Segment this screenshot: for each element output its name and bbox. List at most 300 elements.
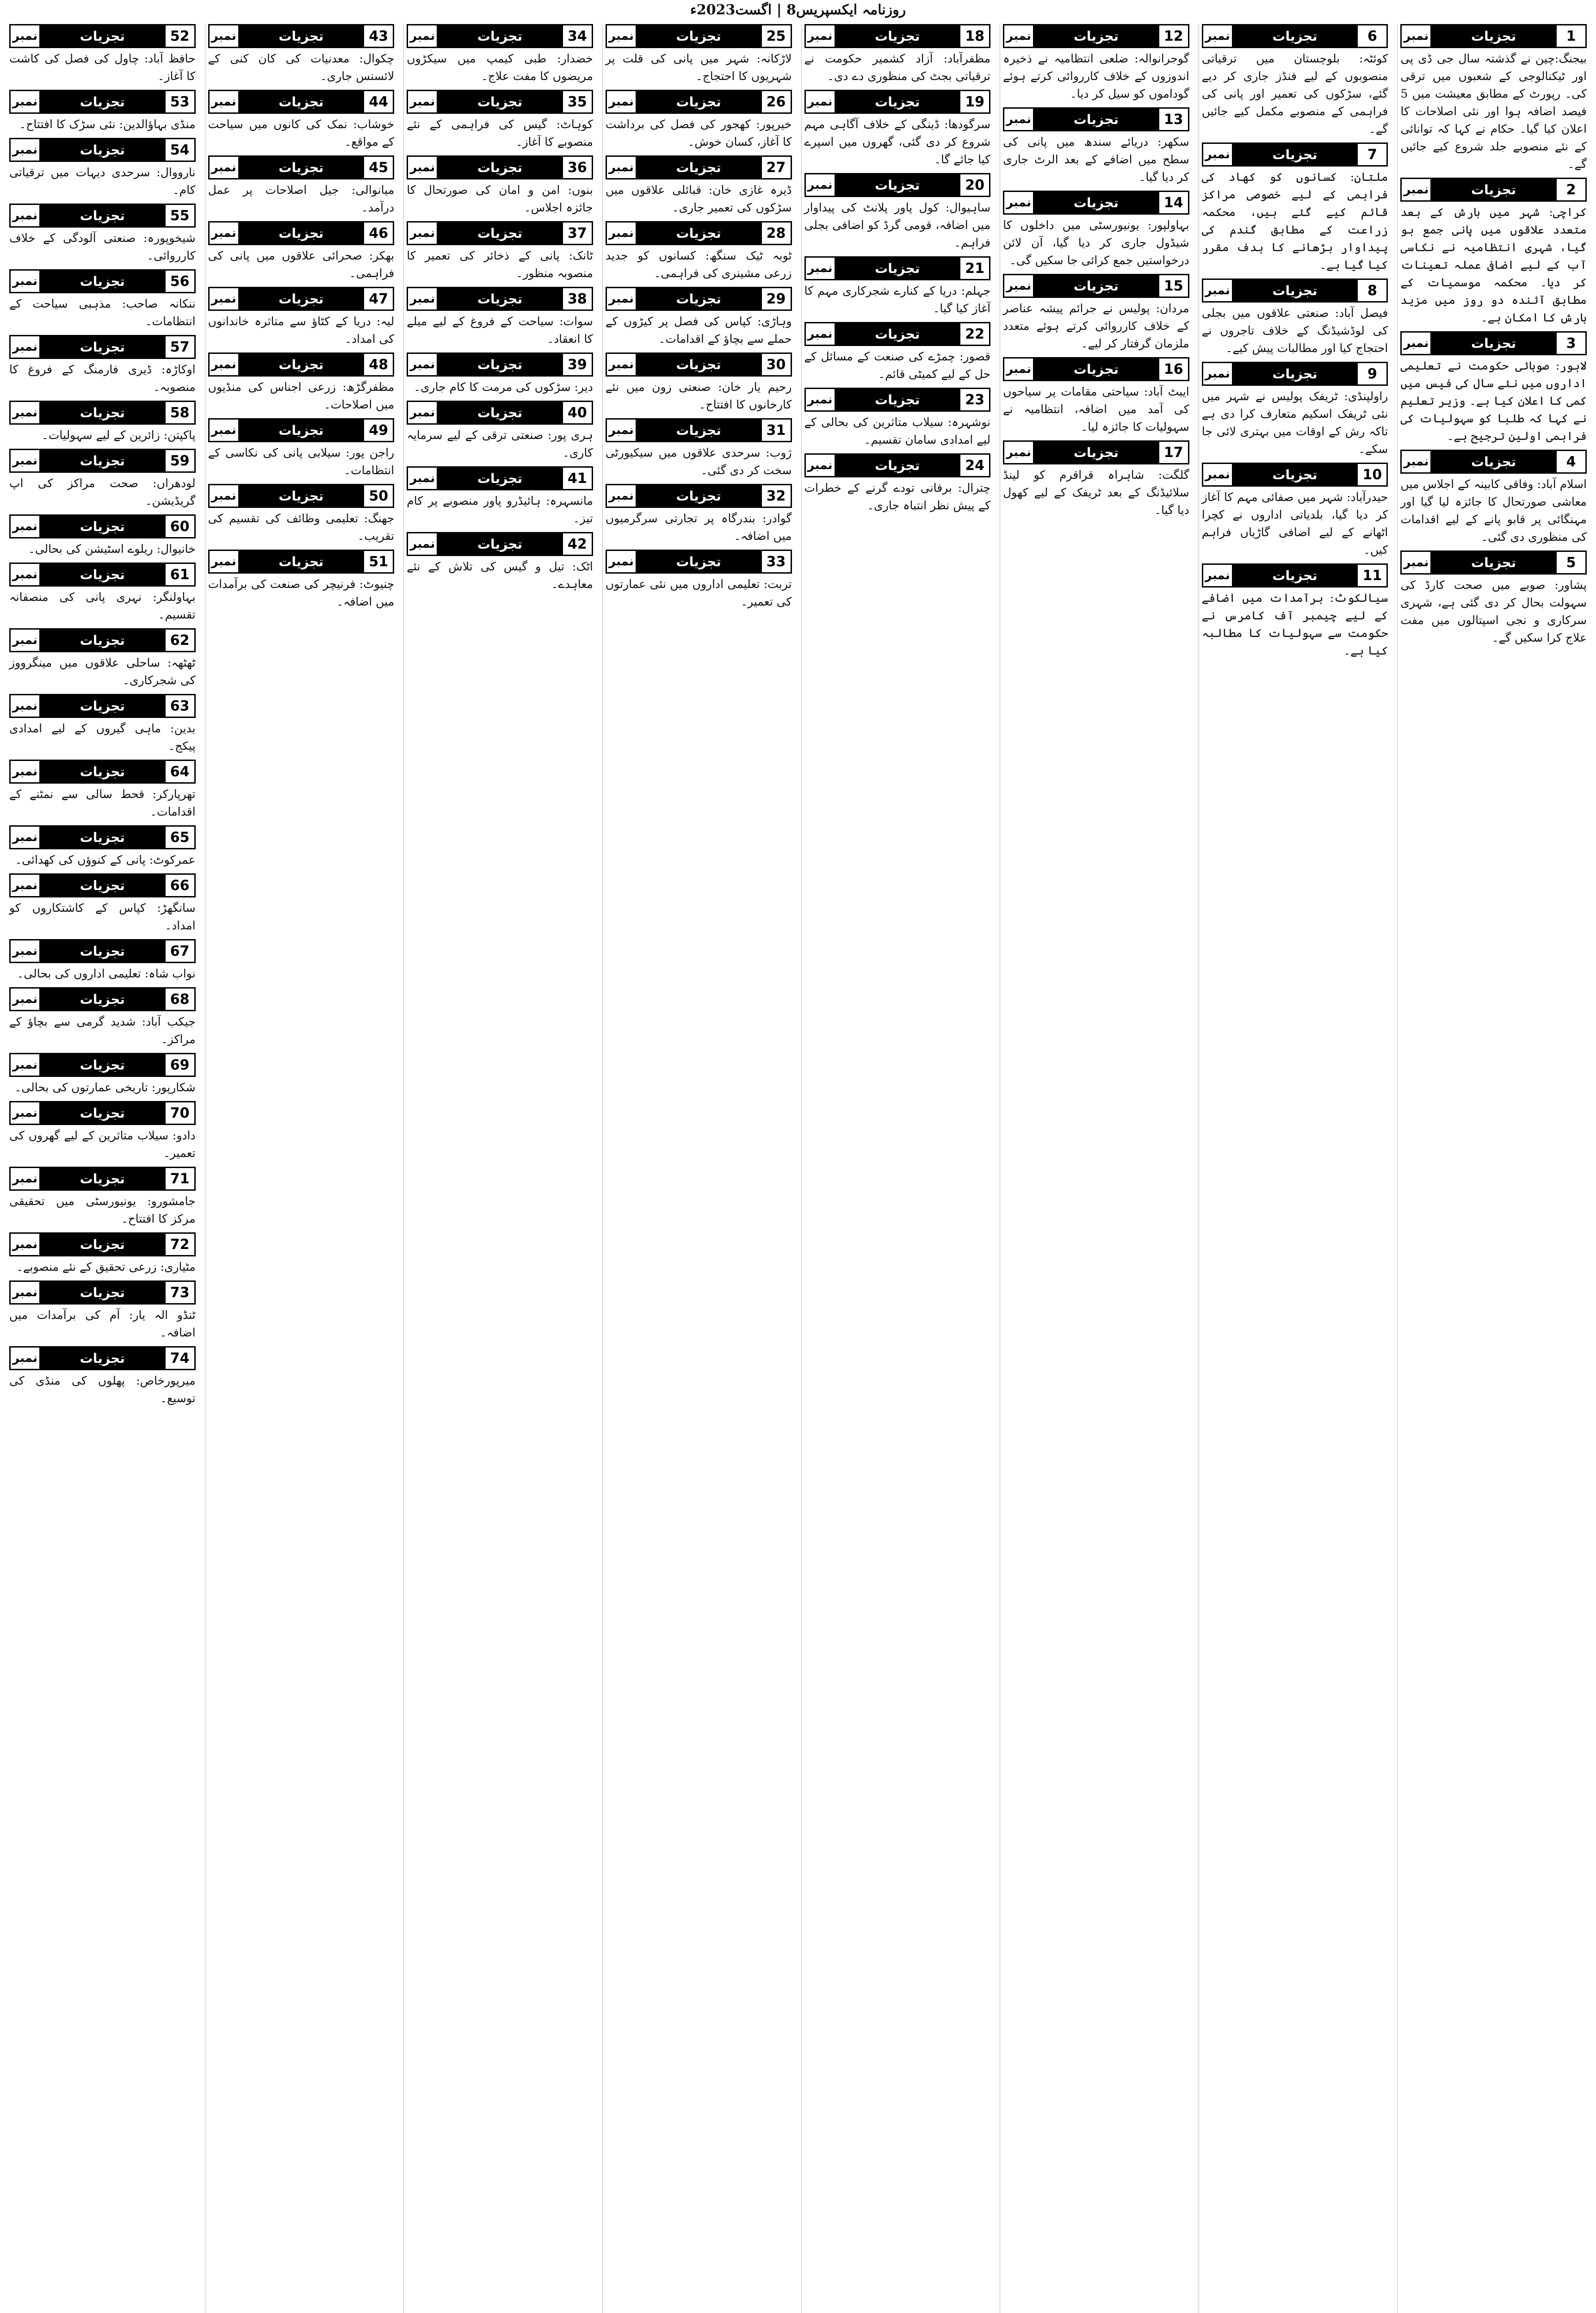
item-header-band [208,353,395,377]
item-label: تجزیات [240,354,363,375]
item-number: 74 [164,1348,194,1369]
item-header-band [9,939,196,963]
item-header-band [606,287,792,311]
item-tail: نمبر [210,223,240,244]
item-tail: نمبر [1004,109,1034,130]
news-item [1003,24,1189,103]
item-label: تجزیات [1034,442,1158,463]
item-tail: نمبر [806,91,836,112]
item-text: گوادر: بندرگاہ پر تجارتی سرگرمیوں میں اضافہ۔ [605,512,792,543]
item-tail: نمبر [1203,25,1233,47]
news-item [9,1232,196,1276]
item-tail: نمبر [11,1282,41,1303]
item-label: تجزیات [41,25,164,47]
item-text: ملتان: کسانوں کو کھاد کی فراہمی کے لیے خصوصی مراکز قائم کیے گئے ہیں، محکمہ زراعت کے مطابق گندم کی پیداوار بڑھانے کا ہدف مقرر کیا گیا ہے۔ [1201,170,1388,272]
item-header-band [208,287,395,311]
item-label: تجزیات [1432,179,1555,200]
news-item [9,873,196,934]
item-number: 69 [164,1054,194,1076]
news-item [9,825,196,869]
item-number: 24 [959,455,989,476]
item-number: 39 [562,354,592,375]
item-label: تجزیات [836,455,959,476]
item-tail: نمبر [11,1102,41,1124]
item-header-band [9,24,196,48]
item-label: تجزیات [637,91,761,112]
item-header-band [9,825,196,849]
item-tail: نمبر [1004,192,1034,213]
item-tail: نمبر [806,258,836,279]
column-6 [403,24,596,2313]
item-tail: نمبر [11,336,41,358]
item-header-band [1202,278,1388,303]
news-item [1003,440,1189,519]
item-text: شکارپور: تاریخی عمارتوں کی بحالی۔ [14,1081,196,1094]
item-text: مٹیاری: زرعی تحقیق کے نئے منصوبے۔ [16,1260,196,1274]
item-number: 53 [164,91,194,112]
item-tail: نمبر [408,288,438,309]
item-tail: نمبر [210,354,240,375]
item-header-band [9,138,196,162]
column-3 [1000,24,1192,2313]
item-number: 25 [761,25,791,47]
item-header-band [1400,24,1587,48]
news-item [407,221,593,282]
item-tail: نمبر [11,827,41,848]
item-tail: نمبر [607,223,637,244]
item-header-band [9,90,196,114]
item-tail: نمبر [408,468,438,489]
item-number: 70 [164,1102,194,1124]
item-number: 48 [363,354,393,375]
item-text: وہاڑی: کپاس کی فصل پر کیڑوں کے حملے سے بچاؤ کے اقدامات۔ [605,315,792,346]
item-header-band [606,353,792,377]
news-item [1003,107,1189,186]
item-tail: نمبر [1203,565,1233,586]
item-number: 1 [1555,25,1585,47]
news-item [1400,178,1587,327]
item-label: تجزیات [1233,363,1357,384]
item-text: ایبٹ آباد: سیاحتی مقامات پر سیاحوں کی آمد میں اضافہ، انتظامیہ نے سہولیات کا جائزہ لیا۔ [1003,385,1189,433]
item-number: 44 [363,91,393,112]
item-text: سوات: سیاحت کے فروغ کے لیے میلے کا انعقاد۔ [407,315,593,346]
item-text: اٹک: تیل و گیس کی تلاش کے نئے معاہدے۔ [407,560,593,591]
item-number: 27 [761,157,791,178]
item-label: تجزیات [41,564,164,585]
item-tail: نمبر [1004,275,1034,297]
item-tail: نمبر [11,695,41,717]
news-item [9,449,196,510]
item-text: پشاور: صوبے میں صحت کارڈ کی سہولت بحال کر دی گئی ہے، شہری سرکاری و نجی اسپتالوں میں مفت علاج کرا سکیں گے۔ [1400,578,1587,644]
item-header-band [606,90,792,114]
item-text: شیخوپورہ: صنعتی آلودگی کے خلاف کارروائی۔ [9,231,196,262]
item-text: تربت: تعلیمی اداروں میں نئی عمارتوں کی تعمیر۔ [605,577,792,608]
news-item [9,138,196,199]
item-tail: نمبر [11,205,41,226]
item-header-band [606,418,792,442]
item-label: تجزیات [41,1102,164,1124]
item-text: مانسہرہ: ہائیڈرو پاور منصوبے پر کام تیز۔ [407,494,593,525]
item-label: تجزیات [836,25,959,47]
item-header-band [9,1167,196,1191]
news-item [208,484,395,545]
news-item [1400,331,1587,445]
item-label: تجزیات [240,420,363,441]
item-tail: نمبر [11,1054,41,1076]
item-text: جہلم: دریا کے کنارے شجرکاری مہم کا آغاز کیا گیا۔ [804,284,991,315]
item-header-band [1400,331,1587,355]
item-number: 26 [761,91,791,112]
item-label: تجزیات [1034,25,1158,47]
item-label: تجزیات [1034,359,1158,380]
item-number: 67 [164,940,194,962]
news-item [9,269,196,330]
item-text: بدین: ماہی گیروں کے لیے امدادی پیکج۔ [9,722,196,753]
item-number: 20 [959,174,989,196]
item-label: تجزیات [438,91,562,112]
item-text: اوکاڑہ: ڈیری فارمنگ کے فروغ کا منصوبہ۔ [9,363,196,394]
item-tail: نمبر [11,1234,41,1255]
item-number: 18 [959,25,989,47]
item-label: تجزیات [1233,144,1357,165]
item-tail: نمبر [1402,333,1432,354]
item-header-band [9,335,196,359]
item-header-band [9,1346,196,1370]
news-item [1202,563,1388,660]
item-text: خضدار: طبی کیمپ میں سیکڑوں مریضوں کا مفت علاج۔ [407,52,593,83]
news-item [804,173,991,252]
item-text: لودھراں: صحت مراکز کی اپ گریڈیشن۔ [9,476,196,507]
news-item [804,453,991,514]
item-number: 19 [959,91,989,112]
item-label: تجزیات [438,468,562,489]
item-tail: نمبر [607,288,637,309]
item-text: ساہیوال: کول پاور پلانٹ کی پیداوار میں اضافہ، قومی گرڈ کو اضافی بجلی فراہم۔ [804,201,991,249]
item-tail: نمبر [1203,464,1233,485]
item-text: راجن پور: سیلابی پانی کی نکاسی کے انتظامات۔ [208,446,395,477]
item-label: تجزیات [1432,451,1555,472]
item-header-band [804,322,991,346]
item-number: 64 [164,761,194,782]
item-tail: نمبر [1004,442,1034,463]
news-item [9,401,196,444]
item-number: 55 [164,205,194,226]
item-tail: نمبر [1203,280,1233,301]
item-header-band [407,90,593,114]
item-label: تجزیات [438,354,562,375]
item-header-band [407,401,593,425]
item-label: تجزیات [438,157,562,178]
item-text: چنیوٹ: فرنیچر کی صنعت کی برآمدات میں اضافہ۔ [208,577,395,608]
item-tail: نمبر [607,25,637,47]
item-tail: نمبر [806,174,836,196]
item-text: قصور: چمڑے کی صنعت کے مسائل کے حل کے لیے کمیٹی قائم۔ [804,350,991,381]
item-header-band [9,204,196,228]
news-item [606,24,792,85]
news-item [9,628,196,689]
news-item [208,287,395,348]
item-text: خانیوال: ریلوے اسٹیشن کی بحالی۔ [28,542,196,556]
news-item [9,760,196,821]
item-tail: نمبر [1004,359,1034,380]
item-header-band [9,628,196,652]
item-number: 28 [761,223,791,244]
item-tail: نمبر [11,516,41,537]
item-label: تجزیات [41,630,164,651]
news-item [1400,550,1587,647]
item-label: تجزیات [41,516,164,537]
item-label: تجزیات [41,989,164,1010]
news-item [1400,450,1587,546]
item-label: تجزیات [1233,280,1357,301]
item-number: 31 [761,420,791,441]
news-item [606,484,792,545]
item-text: سیالکوٹ: برآمدات میں اضافے کے لیے چیمبر آف کامرس نے حکومت سے سہولیات کا مطالبہ کیا ہے۔ [1201,591,1388,657]
item-number: 59 [164,450,194,471]
item-number: 47 [363,288,393,309]
item-number: 42 [562,533,592,555]
item-tail: نمبر [210,91,240,112]
item-number: 49 [363,420,393,441]
item-label: تجزیات [240,223,363,244]
item-label: تجزیات [438,223,562,244]
item-label: تجزیات [41,1054,164,1076]
item-header-band [407,155,593,179]
item-label: تجزیات [836,91,959,112]
item-label: تجزیات [637,157,761,178]
item-label: تجزیات [1233,565,1357,586]
item-tail: نمبر [1203,363,1233,384]
article-columns [6,24,1590,2313]
item-label: تجزیات [438,25,562,47]
item-number: 58 [164,402,194,423]
item-text: نارووال: سرحدی دیہات میں ترقیاتی کام۔ [9,166,196,197]
item-tail: نمبر [408,25,438,47]
news-item [208,418,395,479]
item-number: 21 [959,258,989,279]
item-tail: نمبر [210,420,240,441]
item-header-band [804,388,991,412]
news-item [9,694,196,755]
item-text: لاہور: صوبائی حکومت نے تعلیمی اداروں میں نئے سال کی فیس میں کمی کا اعلان کیا ہے۔ وزیر تعلیم نے کہا کہ طلبا کو سہولیات کی فراہمی اولین ترجیح ہے۔ [1400,359,1587,443]
item-header-band [606,484,792,508]
item-text: تھرپارکر: قحط سالی سے نمٹنے کے اقدامات۔ [9,787,196,818]
item-header-band [606,155,792,179]
item-label: تجزیات [41,402,164,423]
news-item [606,353,792,414]
item-number: 38 [562,288,592,309]
item-number: 46 [363,223,393,244]
item-text: بہاولپور: یونیورسٹی میں داخلوں کا شیڈول جاری کر دیا گیا، آن لائن درخواستیں جمع کرائی جا سکیں گی۔ [1003,218,1189,267]
item-number: 6 [1356,25,1386,47]
item-tail: نمبر [806,455,836,476]
item-text: جامشورو: یونیورسٹی میں تحقیقی مرکز کا افتتاح۔ [9,1194,196,1225]
news-item [407,287,593,348]
news-item [1202,278,1388,357]
news-item [9,563,196,624]
item-tail: نمبر [408,223,438,244]
news-item [9,1101,196,1162]
item-tail: نمبر [408,354,438,375]
item-number: 23 [959,389,989,410]
item-label: تجزیات [1432,25,1555,47]
item-text: گلگت: شاہراہ قراقرم کو لینڈ سلائیڈنگ کے بعد ٹریفک کے لیے کھول دیا گیا۔ [1003,468,1189,517]
item-header-band [1003,24,1189,48]
item-header-band [208,550,395,574]
item-tail: نمبر [408,91,438,112]
item-number: 17 [1158,442,1188,463]
item-tail: نمبر [210,25,240,47]
item-label: تجزیات [41,1348,164,1369]
item-header-band [606,24,792,48]
news-item [208,550,395,611]
item-number: 62 [164,630,194,651]
item-text: کوہاٹ: گیس کی فراہمی کے نئے منصوبے کا آغاز۔ [407,118,593,148]
item-text: ٹھٹھہ: ساحلی علاقوں میں مینگرووز کی شجرکاری۔ [9,656,196,687]
news-item [407,155,593,216]
item-header-band [1400,450,1587,474]
item-text: ہری پور: صنعتی ترقی کے لیے سرمایہ کاری۔ [407,428,593,459]
item-tail: نمبر [1402,179,1432,200]
item-label: تجزیات [41,1282,164,1303]
item-number: 72 [164,1234,194,1255]
item-header-band [9,760,196,784]
item-header-band [1202,563,1388,588]
news-item [9,939,196,983]
item-tail: نمبر [408,157,438,178]
item-header-band [9,1053,196,1077]
item-number: 35 [562,91,592,112]
item-number: 37 [562,223,592,244]
news-item [1003,274,1189,353]
news-item [804,256,991,317]
item-text: ٹنڈو الہ یار: آم کی برآمدات میں اضافہ۔ [9,1308,196,1339]
item-text: میرپورخاص: پھلوں کی منڈی کی توسیع۔ [9,1374,196,1405]
item-number: 56 [164,271,194,292]
item-label: تجزیات [438,288,562,309]
item-label: تجزیات [41,271,164,292]
item-text: ٹوبہ ٹیک سنگھ: کسانوں کو جدید زرعی مشینری کی فراہمی۔ [605,249,792,280]
item-number: 22 [959,323,989,345]
masthead-date: روزنامہ ایکسپریس8 | اگست2023ء [690,2,906,18]
item-header-band [1003,107,1189,131]
item-header-band [1003,440,1189,464]
item-text: رحیم یار خان: صنعتی زون میں نئے کارخانوں کا افتتاح۔ [605,380,792,411]
item-label: تجزیات [1233,464,1357,485]
item-number: 29 [761,288,791,309]
item-number: 32 [761,485,791,507]
news-item [804,24,991,85]
item-header-band [407,466,593,490]
item-header-band [1003,357,1189,381]
item-header-band [9,514,196,538]
item-number: 65 [164,827,194,848]
item-number: 57 [164,336,194,358]
news-item [407,466,593,527]
column-4 [801,24,994,2313]
item-header-band [1202,24,1388,48]
item-text: حیدرآباد: شہر میں صفائی مہم کا آغاز کر دیا گیا، بلدیاتی اداروں نے کچرا اٹھانے کے لیے اضافی گاڑیاں فراہم کیں۔ [1201,490,1388,557]
news-item [1003,191,1189,269]
item-tail: نمبر [11,875,41,896]
item-number: 63 [164,695,194,717]
column-7 [205,24,397,2313]
item-tail: نمبر [1203,144,1233,165]
item-label: تجزیات [41,139,164,161]
item-header-band [804,173,991,197]
item-tail: نمبر [210,157,240,178]
news-item [9,1346,196,1407]
item-label: تجزیات [1034,192,1158,213]
item-header-band [606,221,792,245]
item-text: چترال: برفانی تودے گرنے کے خطرات کے پیش نظر انتباہ جاری۔ [804,481,991,512]
item-label: تجزیات [240,551,363,572]
item-header-band [9,563,196,587]
column-1 [1397,24,1590,2313]
item-header-band [9,873,196,897]
item-text: ژوب: سرحدی علاقوں میں سیکیورٹی سخت کر دی گئی۔ [605,446,792,477]
item-label: تجزیات [240,485,363,507]
item-header-band [407,221,593,245]
item-number: 52 [164,25,194,47]
item-text: ٹانک: پانی کے ذخائر کی تعمیر کا منصوبہ منظور۔ [407,249,593,280]
item-text: کوئٹہ: بلوچستان میں ترقیاتی منصوبوں کے لیے فنڈز جاری کر دیے گئے، سڑکوں کی تعمیر اور پانی کی فراہمی کے منصوبے مکمل کیے جائیں گے۔ [1201,52,1388,136]
news-item [1202,24,1388,138]
item-label: تجزیات [41,761,164,782]
news-item [407,532,593,593]
item-header-band [407,24,593,48]
item-tail: نمبر [806,323,836,345]
item-tail: نمبر [1004,25,1034,47]
item-number: 30 [761,354,791,375]
item-number: 8 [1356,280,1386,301]
item-header-band [804,90,991,114]
item-text: مظفرگڑھ: زرعی اجناس کی منڈیوں میں اصلاحات۔ [208,380,395,411]
item-tail: نمبر [11,564,41,585]
item-header-band [9,449,196,473]
item-text: مظفرآباد: آزاد کشمیر حکومت نے ترقیاتی بجٹ کی منظوری دے دی۔ [804,52,991,83]
news-item [606,287,792,348]
news-item [1400,24,1587,173]
item-text: لیہ: دریا کے کٹاؤ سے متاثرہ خاندانوں کی امداد۔ [208,315,395,346]
item-number: 54 [164,139,194,161]
item-number: 68 [164,989,194,1010]
item-label: تجزیات [1034,275,1158,297]
item-header-band [9,694,196,718]
item-header-band [208,221,395,245]
item-text: فیصل آباد: صنعتی علاقوں میں بجلی کی لوڈشیڈنگ کے خلاف تاجروں نے احتجاج کیا اور مطالبات پیش کیے۔ [1201,306,1388,355]
item-label: تجزیات [836,389,959,410]
item-text: منڈی بہاؤالدین: نئی سڑک کا افتتاح۔ [19,118,196,131]
item-label: تجزیات [637,354,761,375]
item-header-band [208,155,395,179]
item-number: 14 [1158,192,1188,213]
item-text: لاڑکانہ: شہر میں پانی کی قلت پر شہریوں کا احتجاج۔ [605,52,792,83]
item-tail: نمبر [1402,451,1432,472]
column-5 [602,24,795,2313]
item-text: خیرپور: کھجور کی فصل کی برداشت کا آغاز، کسان خوش۔ [605,118,792,148]
item-text: میانوالی: جیل اصلاحات پر عمل درآمد۔ [208,183,395,214]
item-text: ڈیرہ غازی خان: قبائلی علاقوں میں سڑکوں کی تعمیر جاری۔ [605,183,792,214]
item-text: ننکانہ صاحب: مذہبی سیاحت کے انتظامات۔ [9,297,196,328]
item-tail: نمبر [11,271,41,292]
news-item [606,550,792,611]
item-label: تجزیات [836,258,959,279]
item-number: 50 [363,485,393,507]
item-tail: نمبر [11,139,41,161]
item-tail: نمبر [11,630,41,651]
item-header-band [9,401,196,425]
